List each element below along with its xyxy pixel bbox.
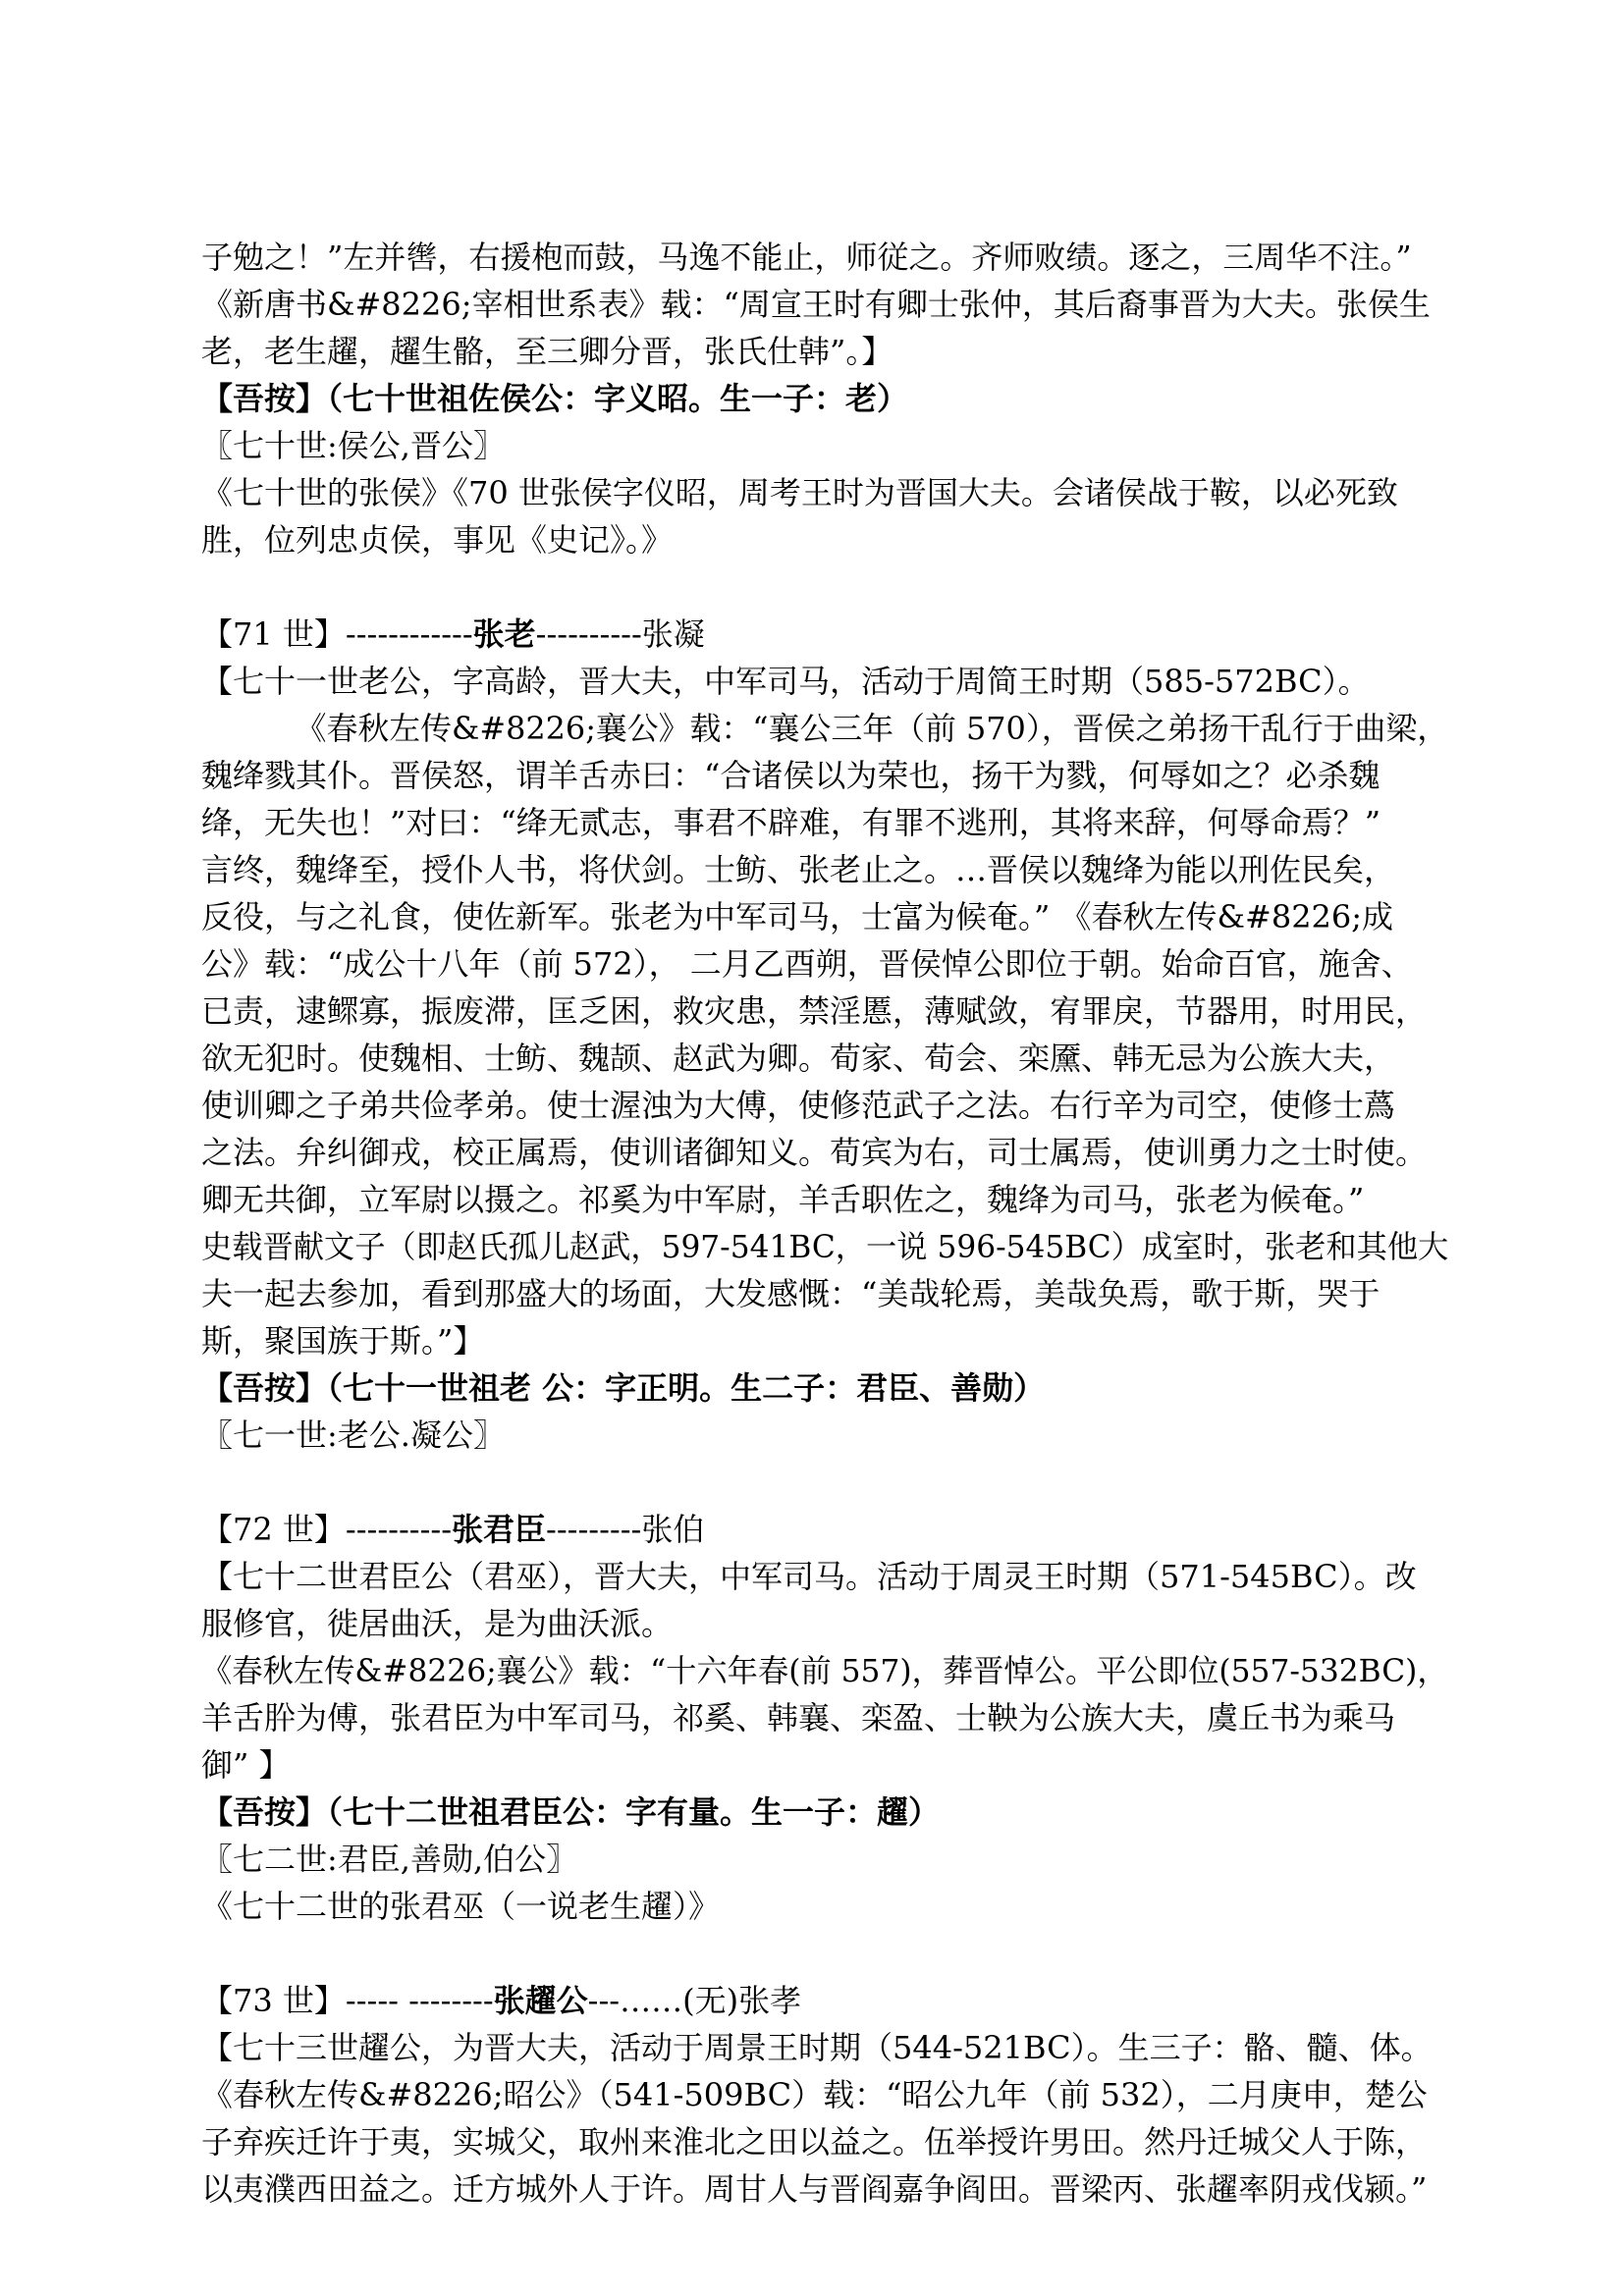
text-line: 夫一起去参加，看到那盛大的场面，大发感慨：“美哉轮焉，美哉奂焉，歌于斯，哭于: [201, 1275, 1380, 1312]
text-line: 【七十三世趯公，为晋大夫，活动于周景王时期（544-521BC）。生三子：骼、髓、体。: [201, 2029, 1433, 2066]
text-line: 【七十二世君臣公（君巫），晋大夫，中军司马。活动于周灵王时期（571-545BC）。改: [201, 1558, 1417, 1595]
text-line: 胜，位列忠贞侯，事见《史记》。》: [201, 521, 674, 559]
text-line: 反役，与之礼食，使佐新军。张老为中军司马，士富为候奄。” 《春秋左传&#8226;成: [201, 898, 1394, 935]
text-line: 绛，无失也！”对曰：“绛无贰志，事君不辟难，有罪不逃刑，其将来辞，何辱命焉？”: [201, 804, 1381, 841]
generation-suffix: ----------张凝: [535, 615, 705, 653]
text-line: 子勉之！”左并辔，右援枹而鼓，马逸不能止，师従之。齐师败绩。逐之，三周华不注。”: [201, 239, 1412, 276]
text-line: 欲无犯时。使魏相、士鲂、魏颉、赵武为卿。荀家、荀会、栾黡、韩无忌为公族大夫，: [201, 1040, 1396, 1077]
text-line: 卿无共御，立军尉以摄之。祁奚为中军尉，羊舌职佐之，魏绛为司马，张老为候奄。”: [201, 1181, 1365, 1218]
text-line: 《新唐书&#8226;宰相世系表》载：“周宣王时有卿士张仲，其后裔事晋为大夫。张侯生: [201, 286, 1431, 323]
generation-heading-71: [201, 611, 1448, 658]
text-line: 之法。弁纠御戎，校正属焉，使训诸御知义。荀宾为右，司士属焉，使训勇力之士时使。: [201, 1134, 1428, 1171]
generation-label: 【71 世】------------: [201, 615, 473, 653]
generation-index: 〖七十世:侯公,晋公〗: [201, 427, 505, 464]
text-line: 老，老生趯，趯生骼，至三卿分晋，张氏仕韩”。】: [201, 333, 893, 370]
generation-heading-72: [201, 1506, 1448, 1553]
generation-label: 【73 世】----- --------: [201, 1982, 494, 2019]
text-line: 御” 】: [201, 1746, 291, 1784]
text-line: 公》载：“成公十八年（前 572）， 二月乙酉朔，晋侯悼公即位于朝。始命百官，施舍、: [201, 945, 1413, 983]
text-line: 已责，逮鳏寡，振废滞，匡乏困，救灾患，禁淫慝，薄赋敛，宥罪戾，节器用，时用民，: [201, 992, 1428, 1030]
text-line: 《春秋左传&#8226;襄公》载：“襄公三年（前 570），晋侯之弟扬干乱行于曲梁，: [295, 710, 1449, 747]
generation-index: 〖七二世:君臣,善勋,伯公〗: [201, 1841, 578, 1878]
text-line: 《春秋左传&#8226;襄公》载：“十六年春(前 557)，葬晋悼公。平公即位(557-532BC)，: [201, 1652, 1448, 1689]
text-line: 言终，魏绛至，授仆人书，将伏剑。士鲂、张老止之。…晋侯以魏绛为能以刑佐民矣，: [201, 851, 1396, 888]
spacer: [201, 1930, 1448, 1977]
text-line: 子弃疾迁许于夷，实城父，取州来淮北之田以益之。伍举授许男田。然丹迁城父人于陈，: [201, 2123, 1428, 2161]
spacer: [201, 1459, 1448, 1506]
generation-suffix: ---------张伯: [546, 1511, 705, 1548]
document-page: [201, 234, 1448, 2213]
generation-heading-73: [201, 1977, 1448, 2024]
author-note: 【吾按】（七十世祖佐侯公：字义昭。生一子：老）: [201, 380, 909, 417]
text-line: 羊舌肸为傅，张君臣为中军司马，祁奚、韩襄、栾盈、士鞅为公族大夫，虞丘书为乘马: [201, 1699, 1396, 1736]
text-line: 服修官，徙居曲沃，是为曲沃派。: [201, 1605, 674, 1642]
text-line: 《七十世的张侯》《70 世张侯字仪昭，周考王时为晋国大夫。会诸侯战于鞍，以必死致: [201, 474, 1398, 511]
text-line: 【七十一世老公，字高龄，晋大夫，中军司马，活动于周简王时期（585-572BC）。: [201, 663, 1370, 700]
generation-suffix: ---……(无)张孝: [587, 1982, 802, 2019]
generation-label: 【72 世】----------: [201, 1511, 453, 1548]
ancestor-name: 张君臣: [452, 1511, 547, 1548]
ancestor-name: 张趯公: [493, 1982, 588, 2019]
author-note: 【吾按】（七十一世祖老 公：字正明。生二子：君臣、善勋）: [201, 1369, 1046, 1407]
text-line: 以夷濮西田益之。迁方城外人于许。周甘人与晋阎嘉争阎田。晋梁丙、张趯率阴戎伐颍。”: [201, 2170, 1428, 2208]
generation-index: 〖七一世:老公.凝公〗: [201, 1416, 505, 1454]
text-line: 斯，聚国族于斯。”】: [201, 1322, 485, 1360]
author-note: 【吾按】（七十二世祖君臣公：字有量。生一子：趯）: [201, 1793, 941, 1831]
text-line: 使训卿之子弟共俭孝弟。使士渥浊为大傅，使修范武子之法。右行辛为司空，使修士蔿: [201, 1087, 1396, 1124]
text-line: 《春秋左传&#8226;昭公》（541-509BC）载：“昭公九年（前 532），二月庚申，楚公: [201, 2076, 1428, 2113]
spacer: [201, 563, 1448, 611]
text-line: 史载晋献文子（即赵氏孤儿赵武，597-541BC，一说 596-545BC）成室时，张老和其他大: [201, 1228, 1449, 1265]
text-line: 《七十二世的张君巫（一说老生趯）》: [201, 1888, 721, 1925]
text-line: 魏绛戮其仆。晋侯怒，谓羊舌赤曰：“合诸侯以为荣也，扬干为戮，何辱如之？必杀魏: [201, 757, 1380, 794]
ancestor-name: 张老: [472, 615, 536, 653]
